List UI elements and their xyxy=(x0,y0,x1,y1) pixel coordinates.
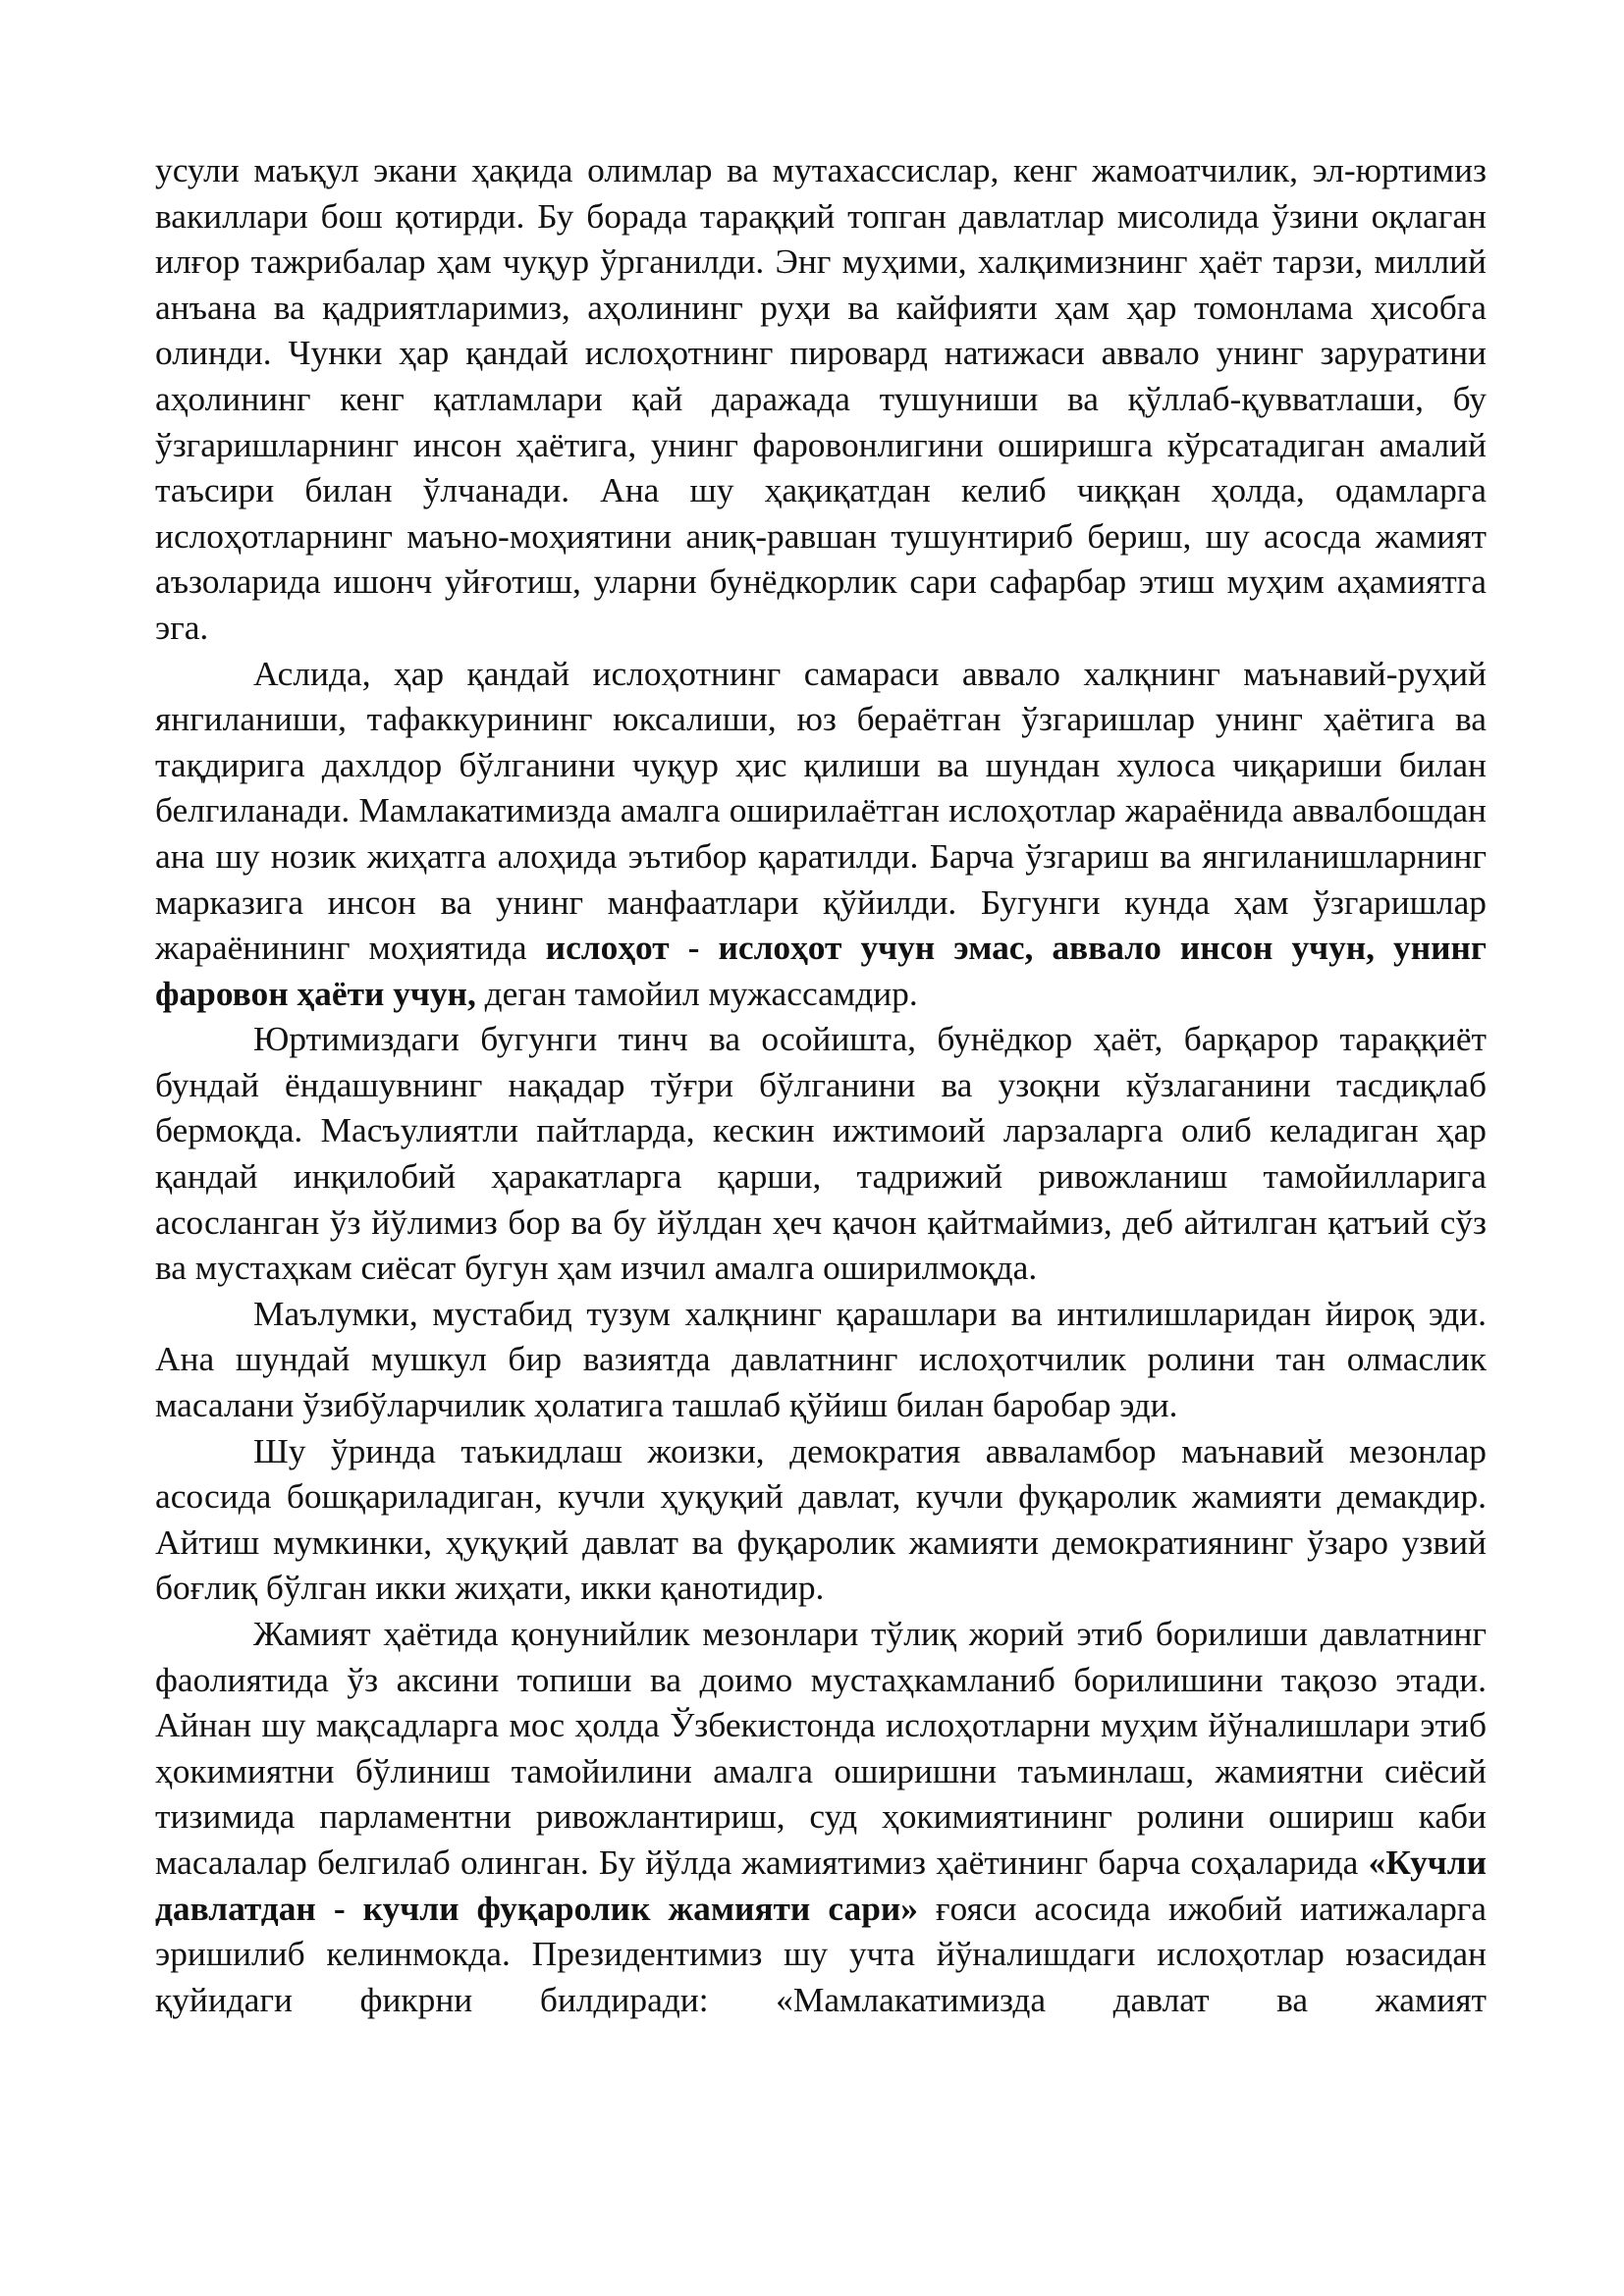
bold-text-segment: «Кучли давлатдан - кучли фуқаролик жамияти сари» xyxy=(155,1842,1487,1928)
paragraph xyxy=(155,1016,1487,1291)
text-segment: усули маъқул экани ҳақида олимлар ва мутахассислар, кенг жамоатчилик, эл-юртимиз вакиллари бош қотирди. Бу борада тараққий топган давлатлар мисолида ўзини оқлаган илғор тажрибалар ҳам чуқур ўрганилди. Энг муҳими, халқимизнинг ҳаёт тарзи, миллий анъана ва қадриятларимиз, аҳолининг руҳи ва кайфияти ҳам ҳар томонлама ҳисобга олинди. Чунки ҳар қандай ислоҳотнинг пировард натижаси аввало унинг заруратини аҳолининг кенг қатламлари қай даражада тушуниши ва қўллаб-қувватлаши, бу ўзгаришларнинг инсон ҳаётига, унинг фаровонлигини оширишга кўрсатадиган амалий таъсири билан ўлчанади. Ана шу ҳақиқатдан келиб чиққан ҳолда, одамларга ислоҳотларнинг маъно-моҳиятини аниқ-равшан тушунтириб бериш, шу асосда жамият аъзоларида ишонч уйғотиш, уларни бунёдкорлик сари сафарбар этиш муҳим аҳамиятга эга. xyxy=(155,150,1487,647)
paragraph xyxy=(155,651,1487,1017)
paragraph xyxy=(155,1611,1487,2022)
text-segment: Жамият ҳаётида қонунийлик мезонлари тўлиқ жорий этиб борилиши давлатнинг фаолиятида ўз аксини топиши ва доимо мустаҳкамланиб борилишини тақозо этади. Айнан шу мақсадларга мос ҳолда Ўзбекистонда ислоҳотларни муҳим йўналишлари этиб ҳокимиятни бўлиниш тамойилини амалга оширишни таъминлаш, жамиятни сиёсий тизимида парламентни ривожлантириш, суд ҳокимиятининг ролини ошириш каби масалалар белгилаб олинган. Бу йўлда жамиятимиз ҳаётининг барча соҳаларида xyxy=(155,1614,1487,1882)
text-segment: Шу ўринда таъкидлаш жоизки, демократия авваламбор маънавий мезонлар асосида бошқариладиган, кучли ҳуқуқий давлат, кучли фуқаролик жамияти демакдир. Айтиш мумкинки, ҳуқуқий давлат ва фуқаролик жамияти демократиянинг ўзаро узвий боғлиқ бўлган икки жиҳати, икки қанотидир. xyxy=(155,1430,1487,1608)
paragraph xyxy=(155,147,1487,651)
text-segment: ғояси асосида ижобий иатижаларга эришилиб келинмокда. Президентимиз шу учта йўналишдаги ислоҳотлар юзасидан қуйидаги фикрни билдиради: «Мамлакатимизда давлат ва жамият xyxy=(155,1888,1487,2019)
paragraph xyxy=(155,1291,1487,1428)
paragraph xyxy=(155,1428,1487,1611)
bold-text-segment: ислоҳот - ислоҳот учун эмас, аввало инсон учун, унинг фаровон ҳаёти учун, xyxy=(155,928,1487,1013)
text-segment: Маълумки, мустабид тузум халқнинг қарашлари ва интилишларидан йироқ эди. Ана шундай мушкул бир вазиятда давлатнинг ислоҳотчилик ролини тан олмаслик масалани ўзибўларчилик ҳолатига ташлаб қўйиш билан баробар эди. xyxy=(155,1293,1487,1425)
text-segment: Аслида, ҳар қандай ислоҳотнинг самараси аввало халқнинг маънавий-руҳий янгиланиши, тафаккурининг юксалиши, юз бераётган ўзгаришлар унинг ҳаётига ва тақдирига дахлдор бўлганини чуқур ҳис қилиши ва шундан хулоса чиқариши билан белгиланади. Мамлакатимизда амалга оширилаётган ислоҳотлар жараёнида аввалбошдан ана шу нозик жиҳатга алоҳида эътибор қаратилди. Барча ўзгариш ва янгиланишларнинг марказига инсон ва унинг манфаатлари қўйилди. Бугунги кунда ҳам ўзгаришлар жараёнининг моҳиятида xyxy=(155,653,1487,968)
document-page xyxy=(155,147,1487,2022)
text-segment: деган тамойил мужассамдир. xyxy=(475,973,918,1013)
text-segment: Юртимиздаги бугунги тинч ва осойишта, бунёдкор ҳаёт, барқарор тараққиёт бундай ёндашувнинг нақадар тўғри бўлганини ва узоқни кўзлаганини тасдиқлаб бермоқда. Масъулиятли пайтларда, кескин ижтимоий ларзаларга олиб келадиган ҳар қандай инқилобий ҳаракатларга қарши, тадрижий ривожланиш тамойилларига асосланган ўз йўлимиз бор ва бу йўлдан ҳеч қачон қайтмаймиз, деб айтилган қатъий сўз ва мустаҳкам сиёсат бугун ҳам изчил амалга оширилмоқда. xyxy=(155,1019,1487,1288)
